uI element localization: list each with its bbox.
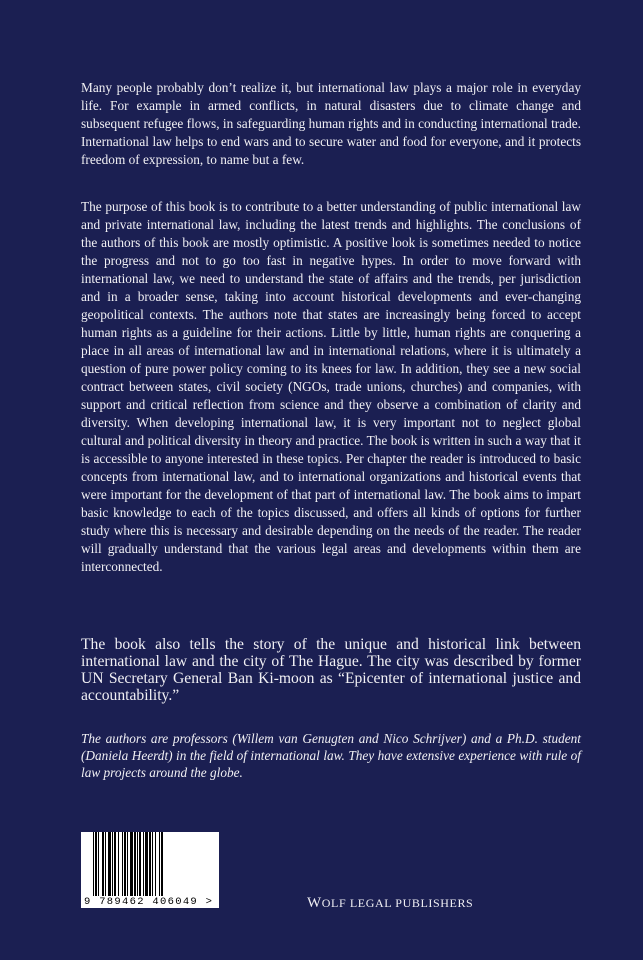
barcode-bar [143, 832, 144, 896]
purpose-paragraph: The purpose of this book is to contribute to a better understanding of public international law and private international law, including the latest trends and highlights. The conclusions of the authors of this book are mostly optimistic. A positive look is sometimes needed to notice the progress and not to go too fast in negative hypes. In order to move forward with international law, we need to understand the state of affairs and the trends, per jurisdiction and in a broader sense, taking into account historical developments and ever-changing geopolitical contexts. The authors note that states are increasingly being forced to accept human rights as a guideline for their actions. Little by little, human rights are conquering a place in all areas of international law and in international relations, where it is ultimately a question of pure power policy coming to its knees for law. In addition, they see a new social contract between states, civil society (NGOs, trade unions, churches) and companies, with support and critical reflection from science and they observe a combination of clarity and diversity. When developing international law, it is very important not to neglect global cultural and political diversity in theory and practice. The book is written in such a way that it is accessible to anyone interested in these topics. Per chapter the reader is introduced to basic concepts from international law, and to international organizations and historical events that were important for the development of that part of international law. The book aims to impart basic knowledge to each of the topics discussed, and offers all kinds of options for further study where this is necessary and desirable depending on the needs of the reader. The reader will gradually understand that the various legal areas and developments within them are interconnected. [81, 199, 581, 574]
isbn-barcode [81, 832, 219, 908]
barcode-bar [122, 832, 123, 896]
barcode-bar [105, 832, 106, 896]
barcode-bars [81, 832, 219, 896]
barcode-bar [149, 832, 151, 896]
barcode-bar [134, 832, 136, 896]
barcode-bar [127, 832, 128, 896]
barcode-bar [145, 832, 148, 896]
barcode-bar [112, 832, 113, 896]
barcode-bar [118, 832, 119, 896]
barcode-bar [114, 832, 116, 896]
barcode-bar [139, 832, 141, 896]
barcode-bar [95, 832, 97, 896]
barcode-bar [159, 832, 160, 896]
barcode-bar [102, 832, 104, 896]
barcode-bar [152, 832, 153, 896]
barcode-bar [124, 832, 126, 896]
hague-paragraph: The book also tells the story of the unique and historical link between international law and the city of The Hague. The city was described by former UN Secretary General Ban Ki-moon as “Epicenter of international justice and accountability.” [81, 636, 581, 704]
barcode-bar [130, 832, 133, 896]
barcode-bar [98, 832, 99, 896]
barcode-bar [93, 832, 94, 896]
barcode-bar [137, 832, 138, 896]
publisher-logo [307, 895, 473, 912]
barcode-bar [108, 832, 111, 896]
publisher-initial: W [307, 895, 322, 911]
barcode-bar [161, 832, 163, 896]
barcode-bar [155, 832, 156, 896]
publisher-name: OLF LEGAL PUBLISHERS [321, 896, 474, 910]
isbn-number: 9 789462 406049 > [81, 896, 219, 908]
intro-paragraph: Many people probably don’t realize it, but international law plays a major role in everyday life. For example in armed conflicts, in natural disasters due to climate change and subsequent refugee flows, in safeguarding human rights and in conducting international trade. International law helps to end wars and to secure water and food for everyone, and it protects freedom of expression, to name but a few. [81, 80, 581, 167]
authors-paragraph: The authors are professors (Willem van Genugten and Nico Schrijver) and a Ph.D. student (Daniela Heerdt) in the field of international law. They have extensive experience with rule of law projects around the globe. [81, 731, 581, 780]
